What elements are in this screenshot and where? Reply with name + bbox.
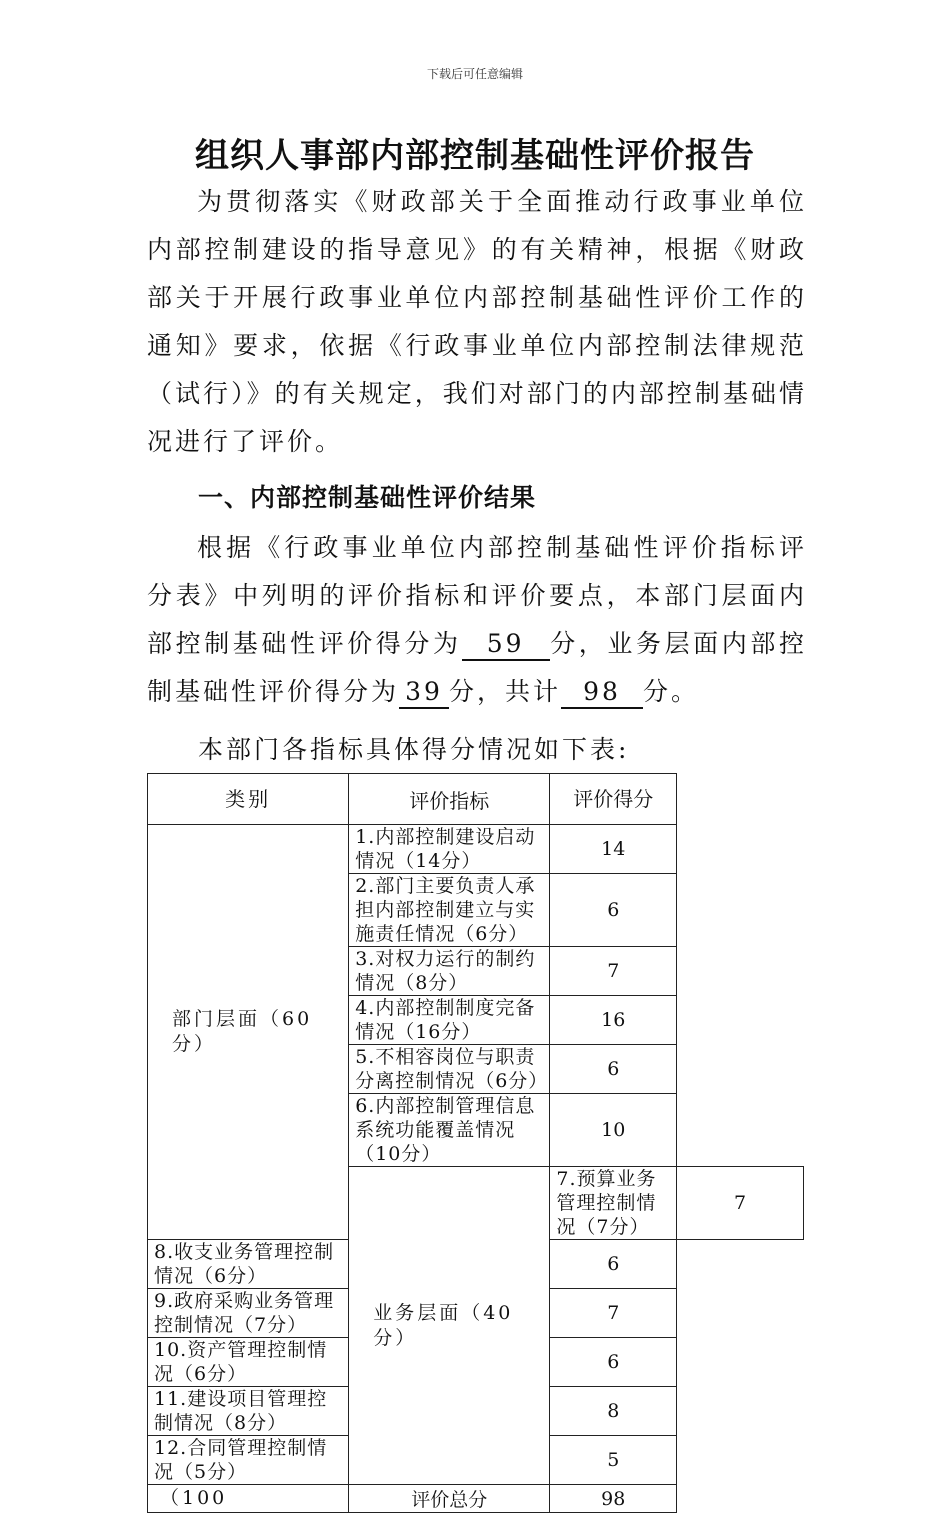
biz-category-cell: 业务层面（40分） bbox=[349, 1167, 550, 1485]
intro-paragraph: 为贯彻落实《财政部关于全面推动行政事业单位内部控制建设的指导意见》的有关精神，根据《财政部关于开展行政事业单位内部控制基础性评价工作的通知》要求，依据《行政事业单位内部控制法律规范（试行）》的有关规定，我们对部门的内部控制基础情况进行了评价。 bbox=[147, 187, 807, 456]
score-cell: 5 bbox=[550, 1436, 677, 1485]
header-indicator: 评价指标 bbox=[349, 774, 550, 825]
indicator-cell: 10.资产管理控制情况（6分） bbox=[148, 1338, 349, 1387]
indicator-cell: 1.内部控制建设启动情况（14分） bbox=[349, 825, 550, 874]
page-title: 组织人事部内部控制基础性评价报告 bbox=[195, 136, 755, 176]
result-text-d: 分。 bbox=[643, 677, 700, 706]
indicator-cell: 2.部门主要负责人承担内部控制建立与实施责任情况（6分） bbox=[349, 874, 550, 947]
table-header-row bbox=[148, 774, 804, 825]
indicator-cell: 8.收支业务管理控制情况（6分） bbox=[148, 1240, 349, 1289]
score-cell: 6 bbox=[550, 874, 677, 947]
score-cell: 14 bbox=[550, 825, 677, 874]
dept-category-cell: 部门层面（60分） bbox=[148, 825, 349, 1240]
score-cell: 6 bbox=[550, 1338, 677, 1387]
indicator-cell: 5.不相容岗位与职责分离控制情况（6分） bbox=[349, 1045, 550, 1094]
indicator-cell: 12.合同管理控制情况（5分） bbox=[148, 1436, 349, 1485]
score-cell: 16 bbox=[550, 996, 677, 1045]
total-category-cell: （100 bbox=[148, 1485, 349, 1513]
score-cell: 7 bbox=[550, 1289, 677, 1338]
score-cell: 7 bbox=[550, 947, 677, 996]
indicator-cell: 11.建设项目管理控制情况（8分） bbox=[148, 1387, 349, 1436]
result-text-c: 分，共计 bbox=[449, 677, 562, 706]
score-cell: 7 bbox=[677, 1167, 804, 1240]
biz-score-blank: 39 bbox=[399, 677, 449, 709]
indicator-cell: 4.内部控制制度完备情况（16分） bbox=[349, 996, 550, 1045]
score-cell: 6 bbox=[550, 1240, 677, 1289]
dept-score-blank: 59 bbox=[462, 629, 550, 661]
header-score: 评价得分 bbox=[550, 774, 677, 825]
table-row bbox=[148, 825, 804, 874]
result-text-b: 分，业务层面内部控制基础性评价得分为 bbox=[147, 629, 807, 706]
table-total-row bbox=[148, 1485, 804, 1513]
indicator-cell: 9.政府采购业务管理控制情况（7分） bbox=[148, 1289, 349, 1338]
table-intro: 本部门各指标具体得分情况如下表: bbox=[198, 735, 630, 764]
result-paragraph bbox=[147, 524, 807, 716]
indicator-cell: 3.对权力运行的制约情况（8分） bbox=[349, 947, 550, 996]
result-text-a: 根据《行政事业单位内部控制基础性评价指标评分表》中列明的评价指标和评价要点，本部门层面内部控制基础性评价得分为 bbox=[147, 533, 807, 658]
indicator-cell: 6.内部控制管理信息系统功能覆盖情况（10分） bbox=[349, 1094, 550, 1167]
indicator-cell: 7.预算业务管理控制情况（7分） bbox=[550, 1167, 677, 1240]
total-label-cell: 评价总分 bbox=[349, 1485, 550, 1513]
total-score-cell: 98 bbox=[550, 1485, 677, 1513]
section-heading: 一、内部控制基础性评价结果 bbox=[198, 483, 537, 512]
score-cell: 8 bbox=[550, 1387, 677, 1436]
header-category: 类别 bbox=[148, 774, 349, 825]
header-note: 下载后可任意编辑 bbox=[426, 67, 523, 81]
score-cell: 10 bbox=[550, 1094, 677, 1167]
score-table bbox=[147, 773, 804, 1513]
total-score-blank: 98 bbox=[561, 677, 643, 709]
score-cell: 6 bbox=[550, 1045, 677, 1094]
